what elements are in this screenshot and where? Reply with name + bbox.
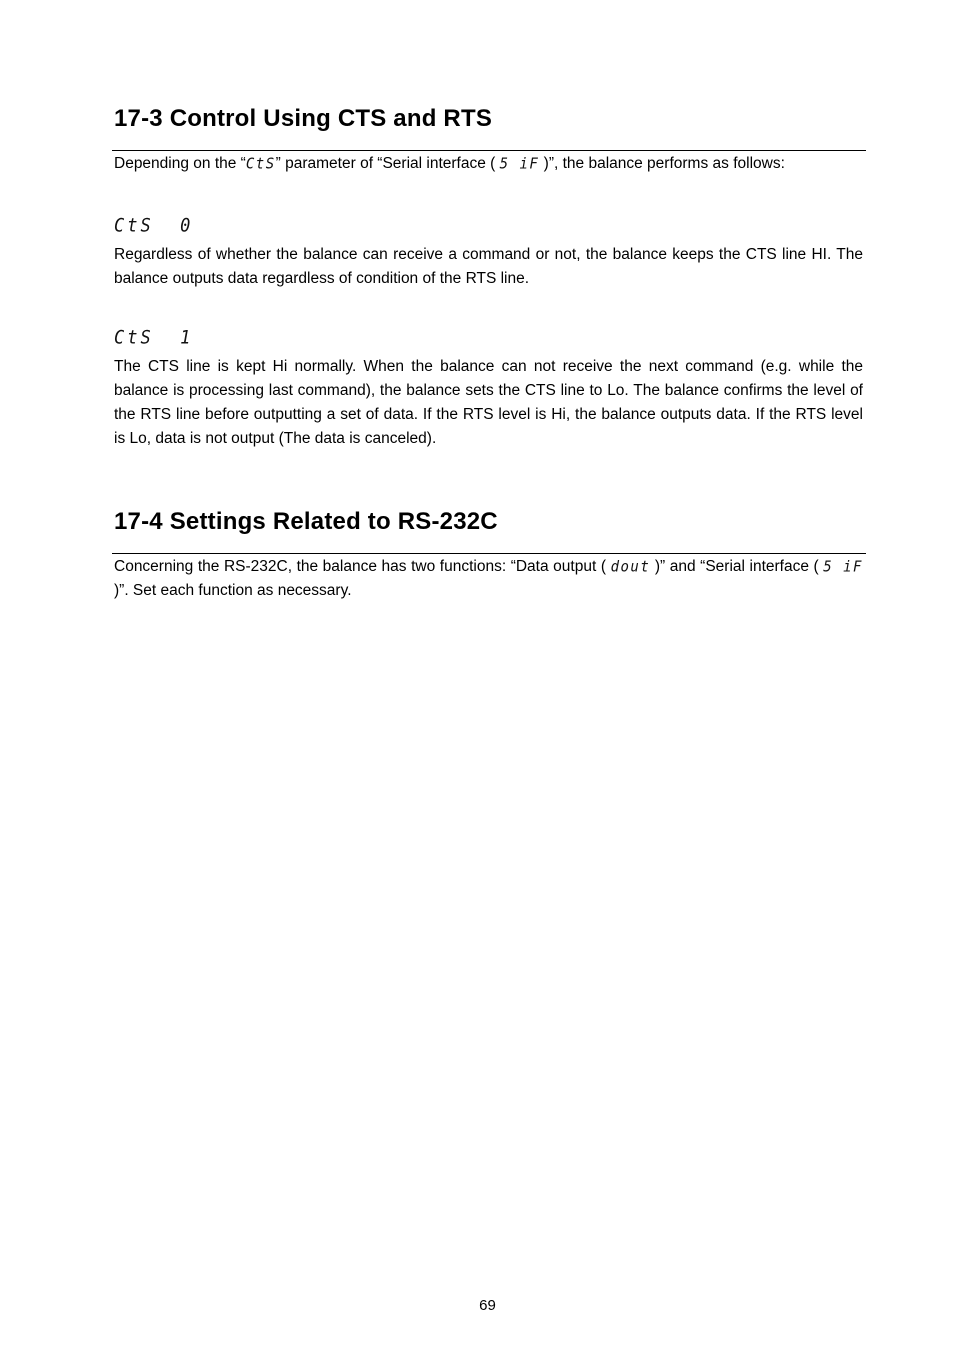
cts-0-description: Regardless of whether the balance can receive a command or not, the balance keeps the CTS line HI. The balance outputs data regardless of condition of the RTS line. [114,246,863,287]
sif-code: 5 iF [499,155,540,173]
section-17-3-rule [112,150,866,151]
section-17-4-intro [114,555,863,603]
rs232c-text-before: Concerning the RS-232C, the balance has two functions: “Data output ( [114,558,611,575]
rs232c-text-middle: )” and “Serial interface ( [650,558,824,575]
page-number: 69 [479,1297,496,1314]
cts-1-label: CtS 1 [114,327,194,349]
intro-text-after: )”, the balance performs as follows: [539,155,785,172]
section-17-4-title: 17-4 Settings Related to RS-232C [114,508,498,535]
intro-text-before: Depending on the “ [114,155,246,172]
intro-text-middle: ” parameter of “Serial interface ( [275,155,500,172]
sif-code-2: 5 iF [823,558,863,576]
section-17-3-title: 17-3 Control Using CTS and RTS [114,105,493,132]
cts-0-label: CtS 0 [114,215,194,237]
dout-code: dout [610,558,651,576]
cts-code: CtS [245,155,276,173]
rs232c-text-after: )”. Set each function as necessary. [114,582,352,599]
section-17-4-rule [112,553,866,554]
cts-1-description: The CTS line is kept Hi normally. When the balance can not receive the next command (e.g. while the balance is processing last command), the balance sets the CTS line to Lo. The balance confirms the level of the RTS line before outputting a set of data. If the RTS level is Hi, the balance outputs data. If the RTS level is Lo, data is not output (The data is canceled). [114,358,863,447]
section-17-3-intro [114,152,863,176]
